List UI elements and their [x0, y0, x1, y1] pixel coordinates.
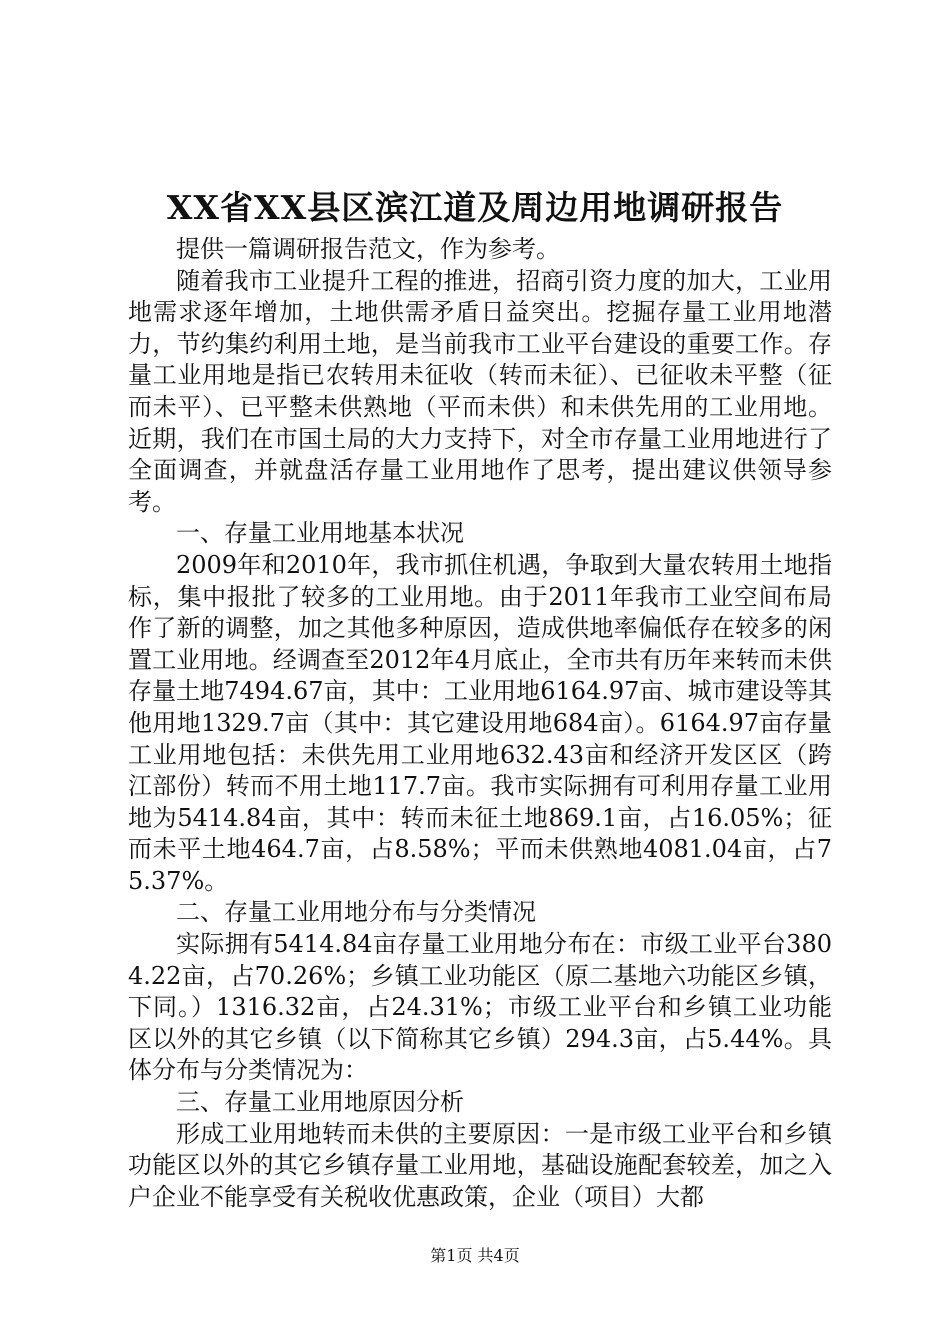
section-heading-1: 一、存量工业用地基本状况: [176, 519, 464, 548]
paragraph-section-3: 形成工业用地转而未供的主要原因：一是市级工业平台和乡镇功能区以外的其它乡镇存量工业用地，基础设施配套较差，加之入户企业不能享受有关税收优惠政策，企业（项目）大都: [128, 1119, 832, 1211]
paragraph-intro: 提供一篇调研报告范文，作为参考。: [176, 235, 560, 263]
document-body: [128, 234, 832, 1213]
section-heading-3: 三、存量工业用地原因分析: [176, 1088, 464, 1117]
section-heading-2: 二、存量工业用地分布与分类情况: [176, 898, 536, 927]
paragraph-section-1: 2009年和2010年，我市抓住机遇，争取到大量农转用土地指标，集中报批了较多的工业用地。由于2011年我市工业空间布局作了新的调整，加之其他多种原因，造成供地率偏低存在较多的闲置工业用地。经调查至2012年4月底止，全市共有历年来转而未供存量土地7494.67亩，其中：工业用地6164.97亩、城市建设等其他用地1329.7亩（其中：其它建设用地684亩）。6164.97亩存量工业用地包括：未供先用工业用地632.43亩和经济开发区区（跨江部份）转而不用土地117.7亩。我市实际拥有可利用存量工业用地为5414.84亩，其中：转而未征土地869.1亩，占16.05%；征而未平土地464.7亩，占8.58%；平而未供熟地4081.04亩，占75.37%。: [128, 550, 832, 895]
paragraph-background: 随着我市工业提升工程的推进，招商引资力度的加大，工业用地需求逐年增加，土地供需矛盾日益突出。挖掘存量工业用地潜力，节约集约利用土地，是当前我市工业平台建设的重要工作。存量工业用地是指已农转用未征收（转而未征）、已征收未平整（征而未平）、已平整未供熟地（平而未供）和未供先用的工业用地。近期，我们在市国土局的大力支持下，对全市存量工业用地进行了全面调查，并就盘活存量工业用地作了思考，提出建议供领导参考。: [128, 266, 832, 516]
paragraph-section-2: 实际拥有5414.84亩存量工业用地分布在：市级工业平台3804.22亩，占70.26%；乡镇工业功能区（原二基地六功能区乡镇，下同。）1316.32亩，占24.31%；市级工业平台和乡镇工业功能区以外的其它乡镇（以下简称其它乡镇）294.3亩，占5.44%。具体分布与分类情况为：: [128, 930, 832, 1085]
page-footer: 第1页 共4页: [430, 1246, 520, 1265]
document-title: XX省XX县区滨江道及周边用地调研报告: [166, 188, 784, 227]
